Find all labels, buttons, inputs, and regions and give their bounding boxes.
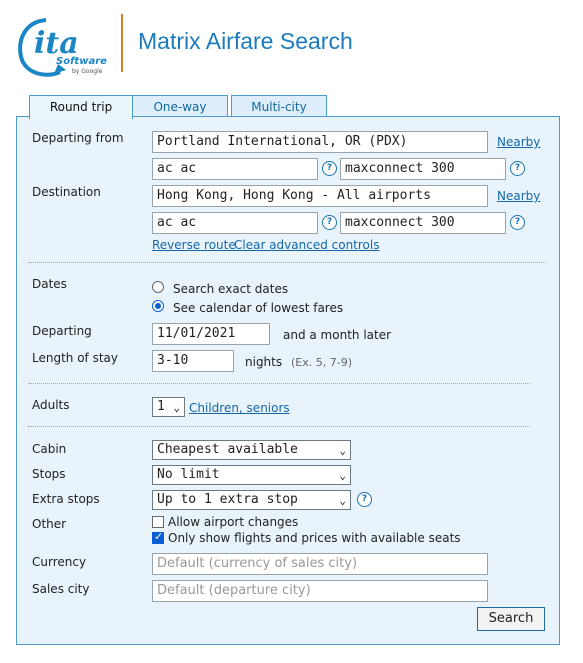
available-seats-checkbox[interactable]: [152, 532, 164, 544]
extra-stops-select[interactable]: [152, 490, 351, 510]
destination-extension-input[interactable]: maxconnect 300: [340, 212, 506, 234]
currency-label: Currency: [32, 555, 87, 569]
exact-dates-radio[interactable]: [152, 281, 164, 293]
stay-hint: (Ex. 5, 7-9): [291, 356, 352, 369]
cabin-select[interactable]: [152, 440, 351, 460]
stops-label: Stops: [32, 467, 66, 481]
dates-label: Dates: [32, 277, 67, 291]
ita-software-logo: [14, 12, 114, 82]
chevron-down-icon: ⌄: [339, 469, 346, 482]
departing-date-suffix: and a month later: [283, 328, 392, 342]
tab-multi-city[interactable]: Multi-city: [231, 95, 327, 117]
departing-from-input[interactable]: Portland International, OR (PDX): [152, 131, 488, 153]
sales-city-input[interactable]: Default (departure city): [152, 580, 488, 602]
chevron-down-icon: ⌄: [173, 401, 180, 414]
departing-nearby-link[interactable]: Nearby: [497, 135, 541, 149]
chevron-down-icon: ⌄: [339, 444, 346, 457]
reverse-route-link[interactable]: Reverse route: [152, 238, 236, 252]
departing-date-label: Departing: [32, 324, 92, 338]
destination-label: Destination: [32, 185, 101, 199]
section-divider: [28, 262, 546, 263]
extra-stops-label: Extra stops: [32, 492, 100, 506]
search-button[interactable]: Search: [477, 607, 545, 631]
clear-advanced-link[interactable]: Clear advanced controls: [234, 238, 380, 252]
departing-routing-input[interactable]: ac ac: [152, 158, 318, 180]
departing-extension-input[interactable]: maxconnect 300: [340, 158, 506, 180]
adults-select[interactable]: [152, 397, 185, 417]
stops-select[interactable]: [152, 465, 351, 485]
help-icon[interactable]: ?: [510, 161, 525, 176]
departing-date-input[interactable]: 11/01/2021: [152, 323, 270, 345]
exact-dates-label: Search exact dates: [173, 282, 289, 296]
children-seniors-link[interactable]: Children, seniors: [189, 401, 290, 415]
departing-from-label: Departing from: [32, 131, 124, 145]
logo-sub: Software: [56, 56, 107, 67]
length-of-stay-label: Length of stay: [32, 351, 118, 365]
available-seats-label: Only show flights and prices with available seats: [168, 531, 461, 545]
logo-by: by Google: [72, 68, 103, 75]
calendar-label: See calendar of lowest fares: [173, 301, 344, 315]
nights-label: nights: [245, 355, 283, 369]
extra-stops-value: Up to 1 extra stop: [157, 492, 298, 507]
adults-value: 1: [157, 399, 165, 414]
destination-nearby-link[interactable]: Nearby: [497, 189, 541, 203]
tab-round-trip[interactable]: Round trip: [29, 95, 133, 119]
chevron-down-icon: ⌄: [339, 494, 346, 507]
allow-airport-changes-label: Allow airport changes: [168, 515, 299, 529]
adults-label: Adults: [32, 398, 70, 412]
cabin-value: Cheapest available: [157, 442, 298, 457]
help-icon[interactable]: ?: [322, 215, 337, 230]
stops-value: No limit: [157, 467, 220, 482]
header-divider: [121, 14, 123, 72]
logo-text: ita: [34, 26, 79, 61]
help-icon[interactable]: ?: [322, 161, 337, 176]
help-icon[interactable]: ?: [510, 215, 525, 230]
section-divider: [28, 426, 530, 427]
currency-input[interactable]: Default (currency of sales city): [152, 553, 488, 575]
sales-city-label: Sales city: [32, 582, 90, 596]
length-of-stay-input[interactable]: 3-10: [152, 350, 234, 372]
destination-input[interactable]: Hong Kong, Hong Kong - All airports: [152, 185, 488, 207]
tab-one-way[interactable]: One-way: [132, 95, 228, 117]
page-title: Matrix Airfare Search: [138, 28, 353, 54]
allow-airport-changes-checkbox[interactable]: [152, 516, 164, 528]
section-divider: [28, 383, 530, 384]
help-icon[interactable]: ?: [357, 492, 372, 507]
cabin-label: Cabin: [32, 442, 67, 456]
calendar-radio[interactable]: [152, 300, 164, 312]
destination-routing-input[interactable]: ac ac: [152, 212, 318, 234]
other-label: Other: [32, 517, 67, 531]
